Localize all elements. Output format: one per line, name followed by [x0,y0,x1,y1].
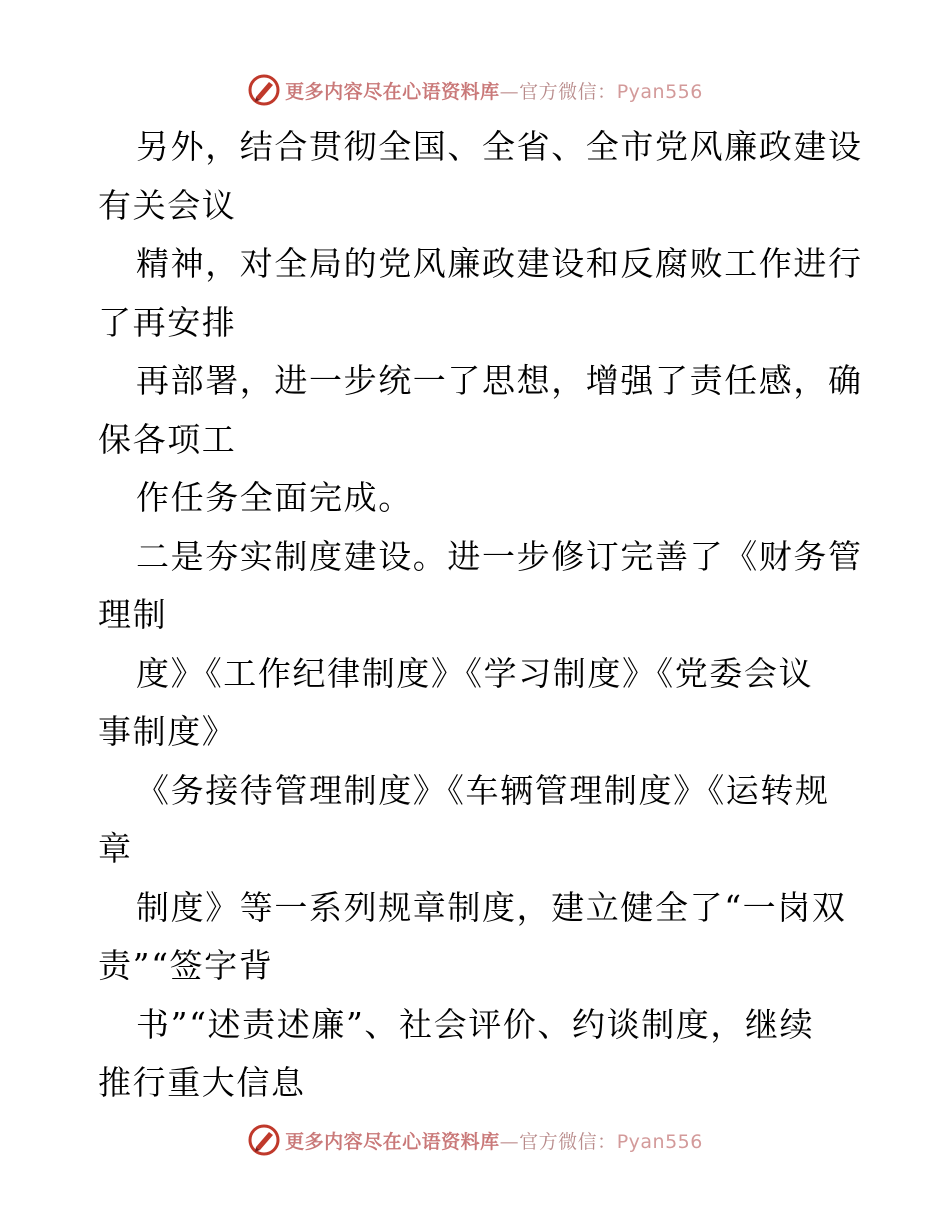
paragraph [98,879,858,996]
footer-wechat-label: 官方微信： [519,1130,617,1153]
paragraph-line-wrap: 推行重大信息 [98,1063,306,1102]
paragraph-line: 作任务全面完成。 [136,478,413,517]
paragraph-line: 二是夯实制度建设。进一步修订完善了《财务管 [136,536,863,576]
paragraph [98,352,863,469]
header-banner [0,70,950,110]
paragraph-line-wrap: 保各项工 [98,419,237,459]
paragraph [98,996,858,1113]
header-wechat-id: Pyan556 [616,80,703,103]
paragraph-line-wrap: 了再安排 [98,302,237,342]
paragraph-line-wrap: 理制 [98,595,168,634]
document-body [98,118,863,1113]
paragraph-line-wrap: 章 [98,829,133,868]
header-wechat-label: 官方微信： [519,80,617,103]
footer-site-name: 更多内容尽在心语资料库 [285,1130,500,1153]
paragraph [98,235,863,352]
paragraph-line: 书”“述责述廉”、社会评价、约谈制度，继续 [136,1004,815,1044]
footer-text [285,1127,703,1154]
paragraph [98,469,858,528]
paragraph-line: 另外，结合贯彻全国、全省、全市党风廉政建设 [136,127,863,166]
paragraph-line: 精神，对全局的党风廉政建设和反腐败工作进行 [136,244,863,283]
paragraph-line-wrap: 有关会议 [98,185,237,225]
paragraph [98,118,863,235]
footer-banner [0,1120,950,1160]
paragraph-line: 制度》等一系列规章制度，建立健全了“一岗双 [136,887,847,927]
pen-logo-icon [247,1123,281,1157]
header-text [285,77,703,104]
paragraph-line: 《务接待管理制度》《车辆管理制度》《运转规 [136,770,830,810]
footer-wechat-id: Pyan556 [616,1130,703,1153]
paragraph-line: 再部署，进一步统一了思想，增强了责任感，确 [136,361,863,400]
paragraph-line: 度》《工作纪律制度》《学习制度》《党委会议 [136,653,814,693]
paragraph [98,762,858,879]
pen-logo-icon [247,73,281,107]
header-site-name: 更多内容尽在心语资料库 [285,80,500,103]
paragraph-line-wrap: 责”“签字背 [98,946,274,985]
header-separator: — [499,80,520,103]
footer-separator: — [499,1130,520,1153]
paragraph [98,645,858,762]
paragraph [98,528,863,645]
paragraph-line-wrap: 事制度》 [98,712,237,751]
